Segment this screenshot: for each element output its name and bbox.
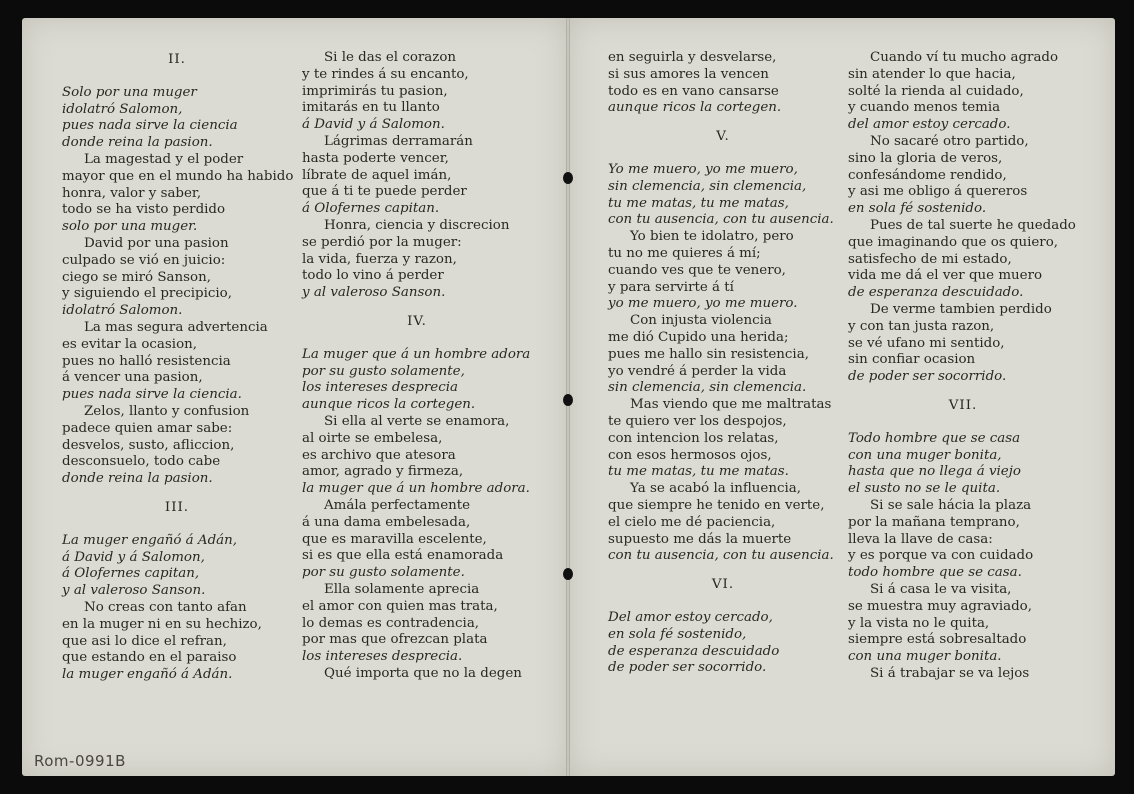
verse-line: con tu ausencia, con tu ausencia. <box>608 212 834 228</box>
stanza-first-line: Lágrimas derramarán <box>324 133 473 149</box>
stanza-first-line: Amála perfectamente <box>324 497 471 513</box>
verse-line: de poder ser socorrido. <box>848 369 1007 385</box>
stanza-first-line: No sacaré otro partido, <box>870 133 1029 149</box>
verse-line: por su gusto solamente. <box>302 565 465 581</box>
verse-line: idolatró Salomon. <box>62 303 183 319</box>
verse-line: confesándome rendido, <box>848 167 1007 183</box>
verse-line: que estando en el paraiso <box>62 650 237 666</box>
stanza-first-line: Yo bien te idolatro, pero <box>630 229 794 245</box>
section-heading: IV. <box>407 313 427 329</box>
stanza-first-line: David por una pasion <box>84 235 229 251</box>
verse-line: todo hombre que se casa. <box>848 565 1022 581</box>
stanza-first-line: Mas viendo que me maltratas <box>630 397 832 413</box>
verse-line: el amor con quien mas trata, <box>302 598 498 614</box>
verse-line: se vé ufano mi sentido, <box>848 335 1005 351</box>
verse-line: á David y á Salomon. <box>302 117 445 133</box>
verse-line: que asi lo dice el refran, <box>62 633 227 649</box>
verse-line: sin confiar ocasion <box>848 352 976 368</box>
verse-line: que á ti te puede perder <box>302 184 467 200</box>
stanza-first-line: Ella solamente aprecia <box>324 581 480 597</box>
stanza-first-line: No creas con tanto afan <box>84 599 247 615</box>
verse-line: por su gusto solamente, <box>302 363 465 379</box>
verse-line: á vencer una pasion, <box>62 370 203 386</box>
verse-line: la vida, fuerza y razon, <box>302 251 457 267</box>
text-column-3 <box>608 50 838 677</box>
text-column-1 <box>62 50 292 684</box>
verse-line: solté la rienda al cuidado, <box>848 83 1024 99</box>
verse-line: que imaginando que os quiero, <box>848 234 1059 250</box>
verse-line: solo por una muger. <box>62 219 198 235</box>
verse-line: el cielo me dé paciencia, <box>608 514 776 530</box>
verse-line: Yo me muero, yo me muero, <box>608 161 798 177</box>
verse-line: á Olofernes capitan. <box>302 201 440 217</box>
verse-line: ciego se miró Sanson, <box>62 269 211 285</box>
stanza-first-line: Qué importa que no la degen <box>324 665 522 681</box>
verse-line: Todo hombre que se casa <box>848 430 1021 446</box>
verse-line: de esperanza descuidado. <box>848 285 1024 301</box>
verse-line: que es maravilla escelente, <box>302 531 487 547</box>
verse-line: sino la gloria de veros, <box>848 150 1003 166</box>
verse-line: imitarás en tu llanto <box>302 100 440 116</box>
verse-line: hasta poderte vencer, <box>302 150 449 166</box>
verse-line: yo me muero, yo me muero. <box>608 296 798 312</box>
verse-line: todo se ha visto perdido <box>62 202 226 218</box>
stitch-hole <box>563 394 573 406</box>
verse-line: la muger que á un hombre adora. <box>302 481 530 497</box>
verse-line: de poder ser socorrido. <box>608 660 767 676</box>
stanza-first-line: Ya se acabó la influencia, <box>630 481 802 497</box>
verse-line: y al valeroso Sanson. <box>302 285 446 301</box>
stanza-first-line: La magestad y el poder <box>84 151 244 167</box>
verse-line: á una dama embelesada, <box>302 514 471 530</box>
verse-line: aunque ricos la cortegen. <box>302 397 476 413</box>
verse-line: lo demas es contradencia, <box>302 615 480 631</box>
verse-line: líbrate de aquel imán, <box>302 167 452 183</box>
stanza-first-line: Si á casa le va visita, <box>870 581 1012 597</box>
verse-line: y la vista no le quita, <box>848 615 990 631</box>
verse-line: y asi me obligo á quereros <box>848 184 1028 200</box>
stitch-hole <box>563 568 573 580</box>
verse-line: amor, agrado y firmeza, <box>302 464 464 480</box>
verse-line: por la mañana temprano, <box>848 514 1020 530</box>
verse-line: los intereses desprecia. <box>302 649 463 665</box>
stanza-first-line: Si á trabajar se va lejos <box>870 665 1030 681</box>
verse-line: tu me matas, tu me matas, <box>608 195 789 211</box>
verse-line: padece quien amar sabe: <box>62 420 233 436</box>
verse-line: con una muger bonita. <box>848 649 1002 665</box>
section-heading: II. <box>168 52 186 67</box>
verse-line: se muestra muy agraviado, <box>848 598 1032 614</box>
stanza-first-line: Cuando ví tu mucho agrado <box>870 50 1059 65</box>
verse-line: la muger engañó á Adán. <box>62 667 233 683</box>
verse-line: que siempre he tenido en verte, <box>608 497 825 513</box>
verse-line: todo lo vino á perder <box>302 268 444 284</box>
verse-line: se perdió por la muger: <box>302 234 462 250</box>
verse-line: con intencion los relatas, <box>608 430 779 446</box>
verse-line: honra, valor y saber, <box>62 185 202 201</box>
verse-line: es evitar la ocasion, <box>62 336 198 352</box>
verse-line: culpado se vió en juicio: <box>62 252 226 268</box>
verse-line: pues nada sirve la ciencia <box>62 118 238 134</box>
verse-line: me dió Cupido una herida; <box>608 329 789 345</box>
verse-line: La muger que á un hombre adora <box>302 346 531 362</box>
verse-line: tu me matas, tu me matas. <box>608 464 789 480</box>
archive-stamp: Rom-0991B <box>34 752 126 770</box>
verse-line: hasta que no llega á viejo <box>848 464 1021 480</box>
verse-line: de esperanza descuidado <box>608 643 780 659</box>
verse-line: del amor estoy cercado. <box>848 117 1011 133</box>
verse-line: La muger engañó á Adán, <box>62 532 238 548</box>
verse-line: Solo por una muger <box>62 84 197 100</box>
verse-line: el susto no se le quita. <box>848 481 1001 497</box>
verse-line: yo vendré á perder la vida <box>608 363 787 379</box>
verse-line: en sola fé sostenido. <box>848 201 987 217</box>
verse-line: y al valeroso Sanson. <box>62 583 206 599</box>
verse-line: supuesto me dás la muerte <box>608 531 792 547</box>
stanza-first-line: Si se sale hácia la plaza <box>870 497 1032 513</box>
verse-line: te quiero ver los despojos, <box>608 413 787 429</box>
verse-line: y es porque va con cuidado <box>848 548 1034 564</box>
verse-line: y con tan justa razon, <box>848 318 995 334</box>
verse-line: cuando ves que te venero, <box>608 262 786 278</box>
verse-line: desvelos, susto, afliccion, <box>62 437 235 453</box>
verse-line: es archivo que atesora <box>302 447 456 463</box>
stanza-first-line: Con injusta violencia <box>630 313 772 329</box>
verse-line: con tu ausencia, con tu ausencia. <box>608 548 834 564</box>
verse-line: sin clemencia, sin clemencia, <box>608 178 807 194</box>
verse-line: á Olofernes capitan, <box>62 566 200 582</box>
stanza-first-line: Pues de tal suerte he quedado <box>870 217 1076 233</box>
verse-line: y te rindes á su encanto, <box>302 66 469 82</box>
verse-line: desconsuelo, todo cabe <box>62 454 221 470</box>
verse-line: con esos hermosos ojos, <box>608 447 772 463</box>
verse-line: donde reina la pasion. <box>62 471 213 487</box>
verse-line: y siguiendo el precipicio, <box>62 286 232 302</box>
verse-line: siempre está sobresaltado <box>848 632 1027 648</box>
verse-line: pues me hallo sin resistencia, <box>608 346 809 362</box>
verse-line: imprimirás tu pasion, <box>302 83 448 99</box>
stanza-first-line: Si ella al verte se enamora, <box>324 413 510 429</box>
verse-line: tu no me quieres á mí; <box>608 245 761 261</box>
stanza-first-line: La mas segura advertencia <box>84 319 268 335</box>
verse-line: á David y á Salomon, <box>62 549 205 565</box>
verse-line: Del amor estoy cercado, <box>608 609 773 625</box>
stanza-first-line: Zelos, llanto y confusion <box>84 403 250 419</box>
section-heading: VII. <box>948 397 978 413</box>
verse-line: sin clemencia, sin clemencia. <box>608 380 807 396</box>
verse-line: por mas que ofrezcan plata <box>302 632 488 648</box>
section-heading: VI. <box>711 577 735 593</box>
verse-line: pues nada sirve la ciencia. <box>62 387 242 403</box>
verse-line: y cuando menos temia <box>848 100 1001 116</box>
verse-line: y para servirte á tí <box>608 279 734 295</box>
verse-line: sin atender lo que hacia, <box>848 66 1016 82</box>
verse-line: idolatró Salomon, <box>62 101 183 117</box>
verse-line: en sola fé sostenido, <box>608 626 747 642</box>
verse-line: al oirte se embelesa, <box>302 430 443 446</box>
section-heading: V. <box>716 129 730 145</box>
verse-line: los intereses desprecia <box>302 380 458 396</box>
verse-line: vida me dá el ver que muero <box>848 268 1043 284</box>
verse-line: en seguirla y desvelarse, <box>608 50 777 65</box>
verse-line: si sus amores la vencen <box>608 66 769 82</box>
stanza-first-line: De verme tambien perdido <box>870 301 1052 317</box>
verse-line: en la muger ni en su hechizo, <box>62 616 262 632</box>
verse-line: con una muger bonita, <box>848 447 1002 463</box>
verse-line: si es que ella está enamorada <box>302 548 504 564</box>
verse-line: todo es en vano cansarse <box>608 83 779 99</box>
verse-line: satisfecho de mi estado, <box>848 251 1012 267</box>
stitch-hole <box>563 172 573 184</box>
verse-line: mayor que en el mundo ha habido <box>62 168 294 184</box>
verse-line: pues no halló resistencia <box>62 353 231 369</box>
text-column-4 <box>848 50 1078 683</box>
verse-line: lleva la llave de casa: <box>848 531 993 547</box>
verse-line: aunque ricos la cortegen. <box>608 100 782 116</box>
section-heading: III. <box>164 499 190 515</box>
text-column-2 <box>302 50 532 683</box>
stanza-first-line: Si le das el corazon <box>324 50 457 65</box>
stanza-first-line: Honra, ciencia y discrecion <box>324 217 510 233</box>
verse-line: donde reina la pasion. <box>62 135 213 151</box>
